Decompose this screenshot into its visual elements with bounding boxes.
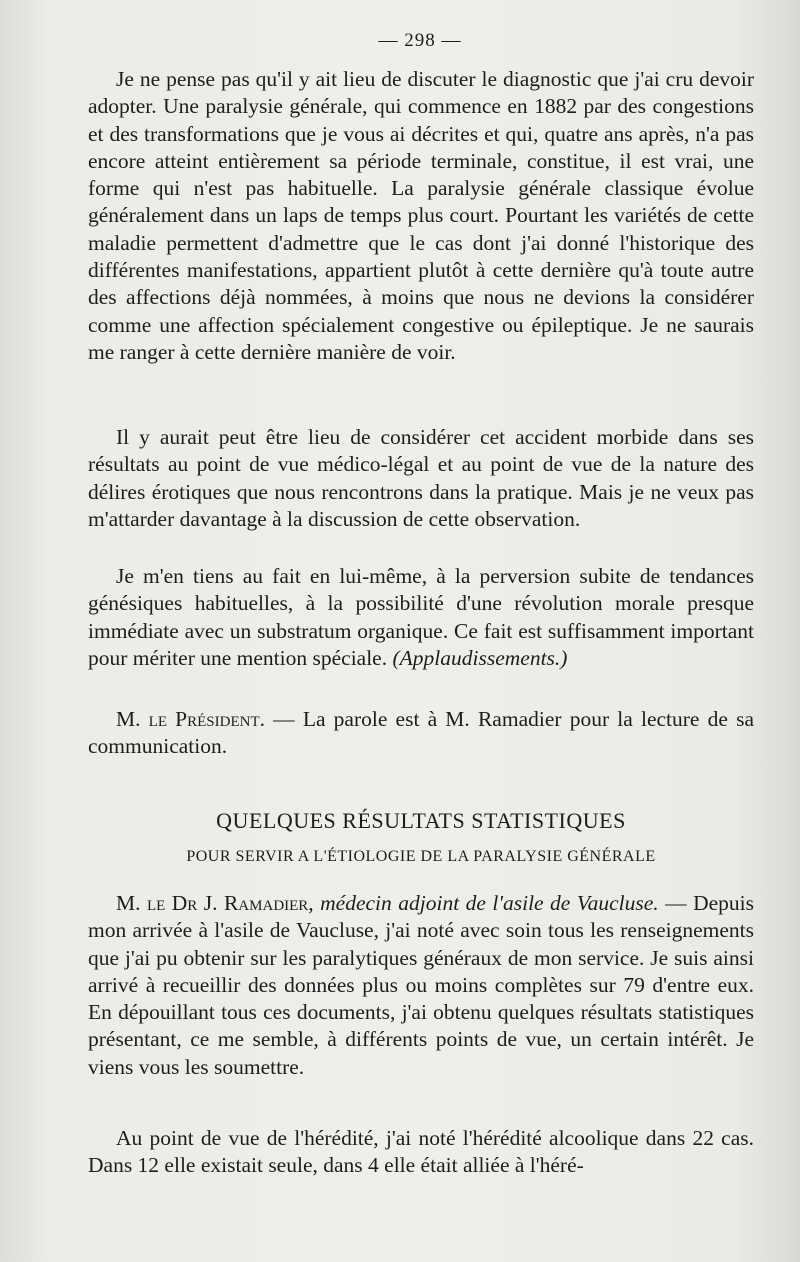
applause-note: (Applaudissements.) — [392, 645, 568, 670]
speaker-name: M. le Président. — [116, 707, 265, 731]
paragraph-heredity — [88, 1125, 754, 1180]
page-number: — 298 — — [378, 30, 462, 51]
paragraph-perversion — [88, 563, 754, 672]
paragraph-text: Il y aurait peut être lieu de considérer cet accident morbide dans ses résultats au point de vue médico-légal et au point de vue de la nature des délires érotiques que nous rencontrons dans la pratique. Mais je ne veux pas m'attarder davantage à la discussion de cette observation. — [88, 425, 754, 531]
paragraph-diagnostic — [88, 66, 754, 366]
paragraph-text: Au point de vue de l'hérédité, j'ai noté l'hérédité alcoolique dans 22 cas. Dans 12 elle existait seule, dans 4 elle était alliée à l'héré- — [88, 1126, 754, 1178]
paragraph-text: Je ne pense pas qu'il y ait lieu de discuter le diagnostic que j'ai cru devoir adopter. Une paralysie générale, qui commence en 1882 par des congestions et des transformations que je vous ai décrites et qui, quatre ans après, n'a pas encore atteint entièrement sa période terminale, constitue, il est vrai, une forme qui n'est pas habituelle. La paralysie générale classique évolue généralement dans un laps de temps plus court. Pourtant les variétés de cette maladie permettent d'admettre que le cas dont j'ai donné l'historique des différentes manifestations, appartient plutôt à cette dernière qu'à toute autre des affections déjà nommées, à moins que nous ne devions la considérer comme une affection spécialement congestive ou épileptique. Je ne saurais me ranger à cette dernière manière de voir. — [88, 67, 754, 364]
paragraph-text — [88, 563, 754, 672]
paragraph-body: Je m'en tiens au fait en lui-même, à la perversion subite de tendances génésiques habituelles, à la possibilité d'une révolution morale presque immédiate avec un substratum organique. Ce fait est suffisamment important pour mériter une mention spéciale. — [88, 564, 754, 670]
paragraph-ramadier — [88, 890, 754, 1081]
section-title: QUELQUES RÉSULTATS STATISTIQUES — [216, 808, 626, 833]
paragraph-text — [88, 890, 754, 1081]
paragraph-text — [88, 706, 754, 761]
paragraph-president — [88, 706, 754, 761]
section-subtitle: POUR SERVIR A L'ÉTIOLOGIE DE LA PARALYSIE GÉNÉRALE — [186, 848, 656, 865]
speaker-text: — La parole est à M. Ramadier pour la lecture de sa communication. — [88, 707, 754, 759]
author-role: médecin adjoint de l'asile de Vaucluse. — [313, 891, 659, 915]
author-name: M. le Dr J. Ramadier, — [116, 891, 314, 915]
paragraph-body: — Depuis mon arrivée à l'asile de Vaucluse, j'ai noté avec soin tous les renseignements que j'ai pu obtenir sur les paralytiques généraux de mon service. Je suis ainsi arrivé à recueillir des données plus ou moins complètes sur 79 d'entre eux. En dépouillant tous ces documents, j'ai obtenu quelques résultats statistiques présentant, ce me semble, à différents points de vue, un certain intérêt. Je viens vous les soumettre. — [88, 891, 754, 1079]
paragraph-medico-legal — [88, 424, 754, 533]
